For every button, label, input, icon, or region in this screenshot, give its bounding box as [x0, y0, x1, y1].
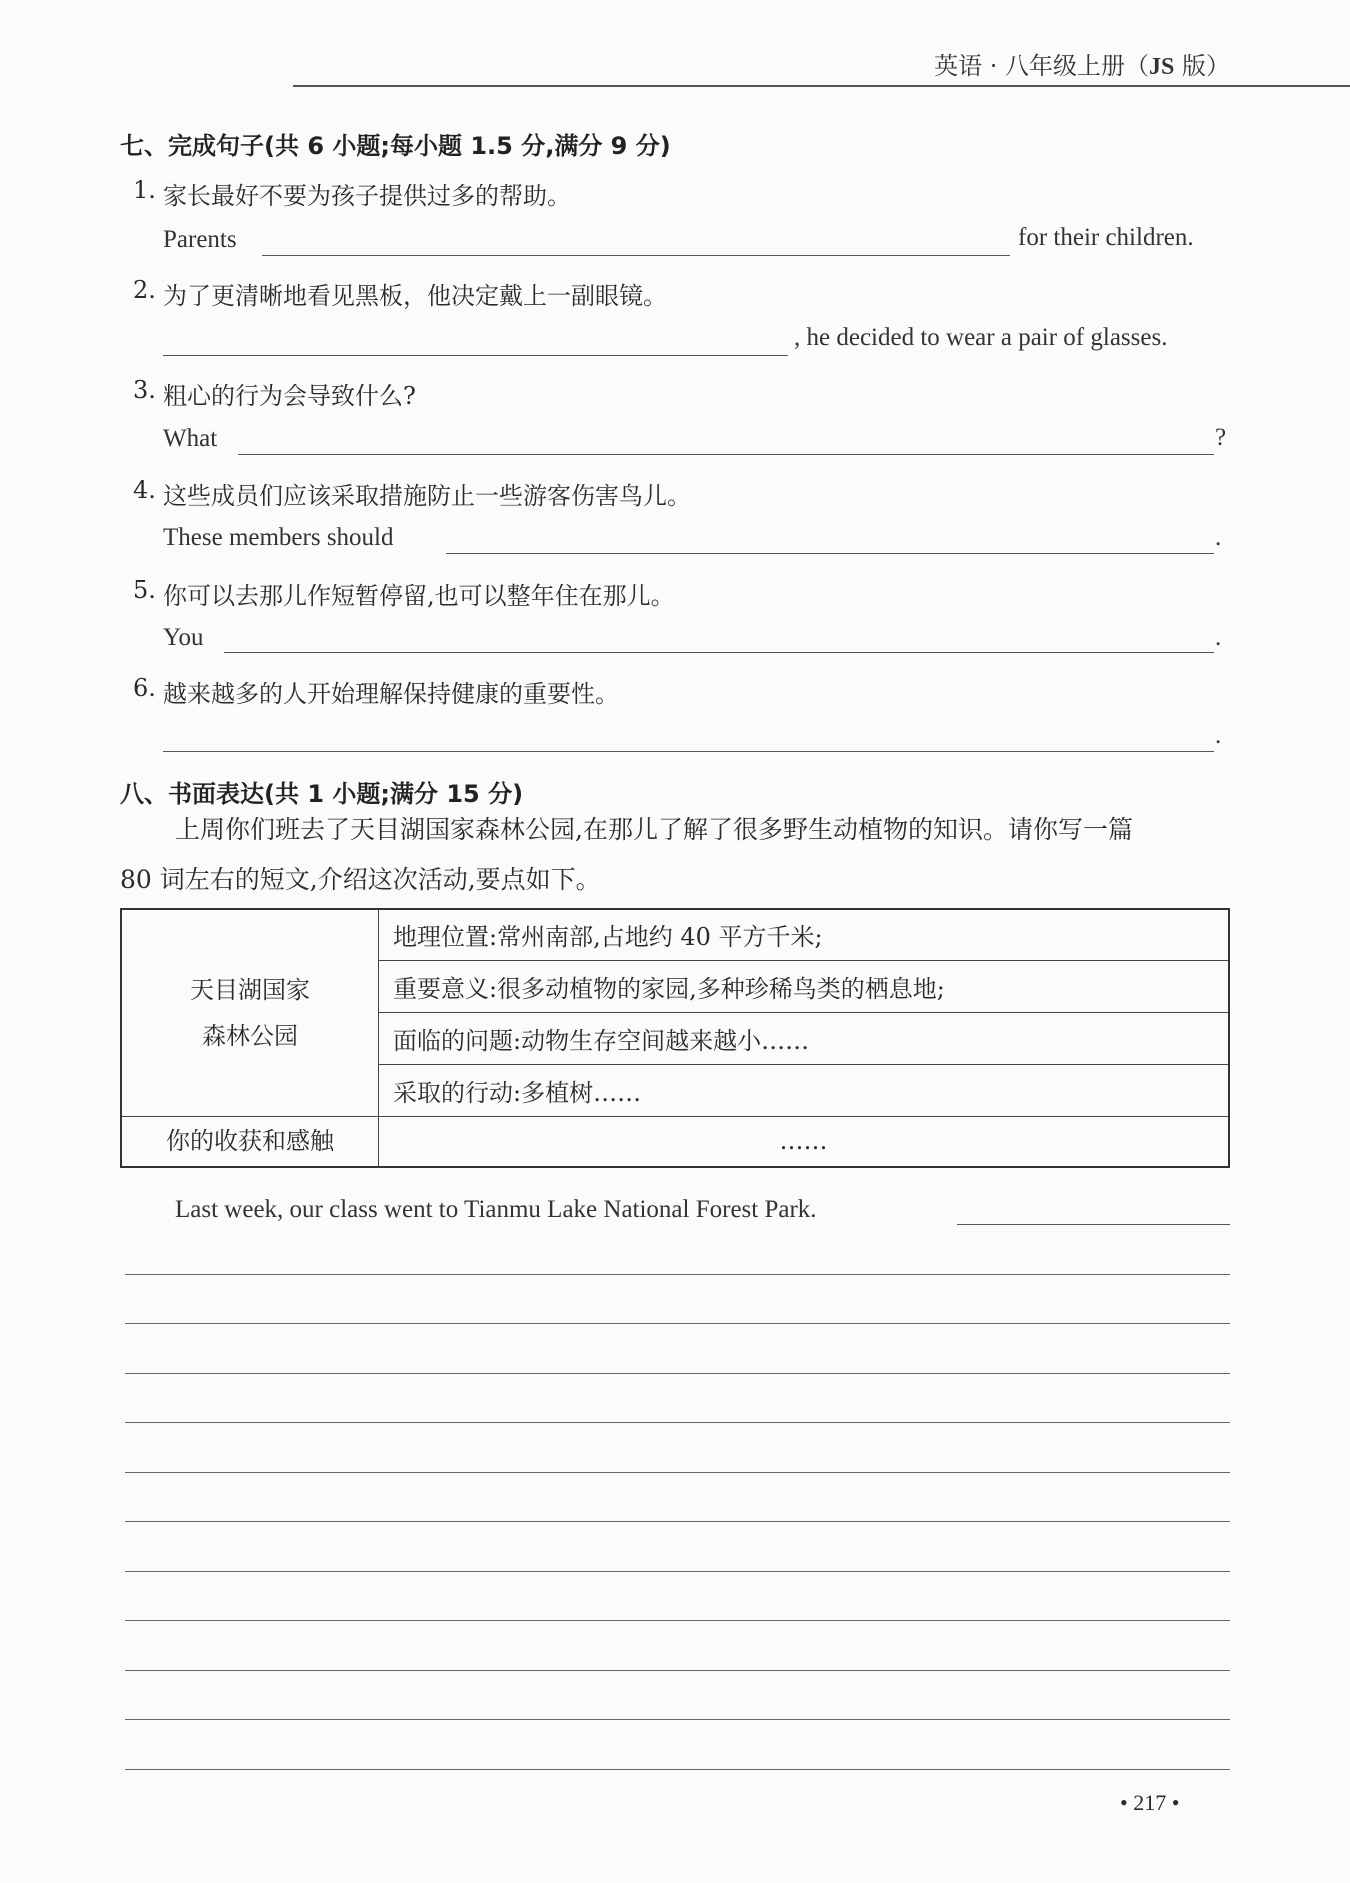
essay-writing-line[interactable]	[125, 1719, 1230, 1720]
key-points-table	[120, 908, 1230, 1168]
question-4-prefix: These members should	[163, 524, 394, 551]
essay-writing-line[interactable]	[125, 1521, 1230, 1522]
question-5-answer-blank[interactable]	[224, 652, 1214, 653]
question-1-prefix: Parents	[163, 226, 237, 253]
park-name-cell	[121, 909, 379, 1116]
question-6-suffix: .	[1215, 722, 1222, 749]
question-3-prefix: What	[163, 425, 218, 452]
section-8-title: 八、书面表达(共 1 小题;满分 15 分)	[120, 780, 524, 808]
park-name-line-2: 森林公园	[202, 1021, 298, 1050]
harvest-value-cell: ……	[379, 1116, 1230, 1167]
header-title-bold: JS	[1149, 54, 1175, 80]
question-5-chinese: 你可以去那儿作短暂停留,也可以整年住在那儿。	[163, 582, 675, 610]
park-name-line-1: 天目湖国家	[190, 975, 310, 1004]
question-3-number: 3.	[133, 376, 156, 404]
table-row-action: 采取的行动:多植树……	[379, 1064, 1230, 1116]
header-title-suffix: 版）	[1174, 52, 1230, 80]
question-1-suffix: for their children.	[1018, 224, 1194, 251]
essay-writing-line[interactable]	[125, 1769, 1230, 1770]
question-4-chinese: 这些成员们应该采取措施防止一些游客伤害鸟儿。	[163, 482, 691, 510]
header-title-prefix: 英语 · 八年级上册（	[934, 52, 1149, 80]
header-rule	[293, 85, 1350, 87]
question-1-number: 1.	[133, 176, 156, 204]
question-2-chinese: 为了更清晰地看见黑板，他决定戴上一副眼镜。	[163, 282, 667, 310]
question-3-answer-blank[interactable]	[238, 454, 1214, 455]
table-row-significance: 重要意义:很多动植物的家园,多种珍稀鸟类的栖息地;	[379, 960, 1230, 1012]
question-2-number: 2.	[133, 276, 156, 304]
page-header-title	[934, 46, 1230, 81]
section-7-title: 七、完成句子(共 6 小题;每小题 1.5 分,满分 9 分)	[120, 132, 671, 160]
harvest-label-cell: 你的收获和感触	[121, 1116, 379, 1167]
essay-first-line-blank[interactable]	[957, 1224, 1230, 1225]
question-4-suffix: .	[1215, 524, 1222, 551]
table-row-location: 地理位置:常州南部,占地约 40 平方千米;	[379, 909, 1230, 960]
question-5-number: 5.	[133, 576, 156, 604]
question-4-number: 4.	[133, 476, 156, 504]
essay-writing-line[interactable]	[125, 1571, 1230, 1572]
question-6-answer-blank[interactable]	[163, 751, 1214, 752]
question-4-answer-blank[interactable]	[446, 553, 1214, 554]
essay-writing-line[interactable]	[125, 1373, 1230, 1374]
question-1-chinese: 家长最好不要为孩子提供过多的帮助。	[163, 182, 571, 210]
question-2-answer-blank[interactable]	[163, 355, 788, 356]
question-6-number: 6.	[133, 674, 156, 702]
question-2-suffix: , he decided to wear a pair of glasses.	[794, 324, 1168, 351]
essay-writing-line[interactable]	[125, 1274, 1230, 1275]
page-number: • 217 •	[1120, 1790, 1180, 1815]
essay-opening-sentence: Last week, our class went to Tianmu Lake National Forest Park.	[175, 1196, 817, 1223]
question-3-chinese: 粗心的行为会导致什么?	[163, 382, 416, 410]
essay-writing-line[interactable]	[125, 1670, 1230, 1671]
essay-writing-line[interactable]	[125, 1422, 1230, 1423]
question-6-chinese: 越来越多的人开始理解保持健康的重要性。	[163, 680, 619, 708]
writing-prompt-line-1: 上周你们班去了天目湖国家森林公园,在那儿了解了很多野生动植物的知识。请你写一篇	[175, 815, 1133, 844]
essay-writing-line[interactable]	[125, 1620, 1230, 1621]
question-1-answer-blank[interactable]	[262, 255, 1010, 256]
table-row-problem: 面临的问题:动物生存空间越来越小……	[379, 1012, 1230, 1064]
question-5-prefix: You	[163, 624, 204, 651]
essay-writing-line[interactable]	[125, 1472, 1230, 1473]
essay-writing-line[interactable]	[125, 1323, 1230, 1324]
question-3-suffix: ?	[1215, 424, 1227, 451]
writing-prompt-line-2: 80 词左右的短文,介绍这次活动,要点如下。	[120, 865, 601, 894]
question-5-suffix: .	[1215, 624, 1222, 651]
